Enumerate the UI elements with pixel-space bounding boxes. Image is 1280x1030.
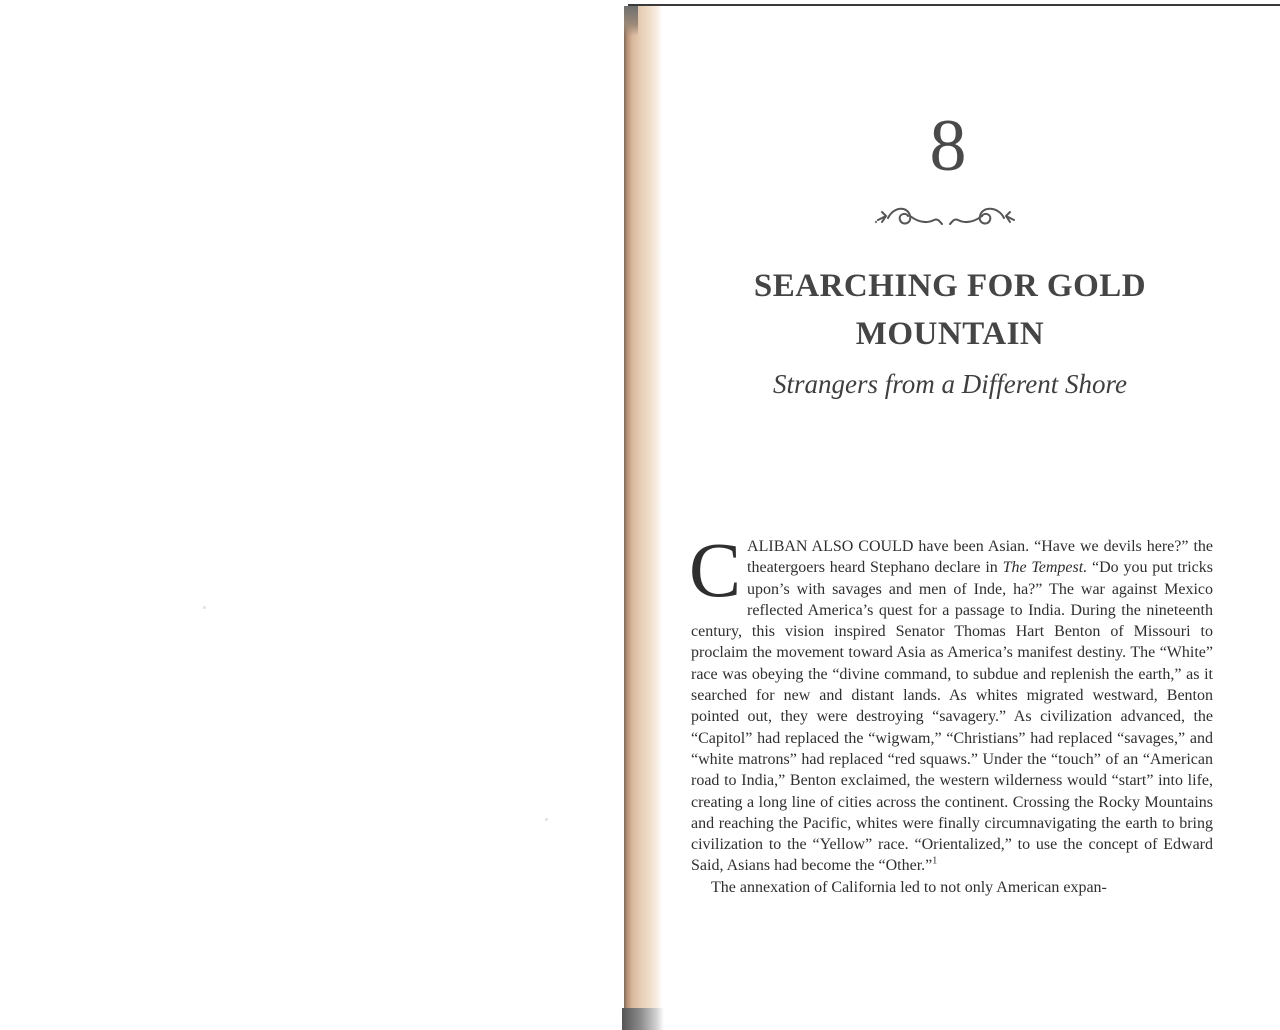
book-spine-shadow	[624, 6, 662, 1030]
chapter-title-line-1: SEARCHING FOR GOLD	[753, 268, 1147, 304]
page-top-edge	[628, 4, 1280, 6]
chapter-subtitle: Strangers from a Different Shore	[773, 369, 1127, 399]
footnote-marker: 1	[932, 856, 938, 868]
chapter-number: 8	[929, 105, 967, 187]
chapter-body	[689, 526, 1214, 898]
paragraph-1-italic-title: The Tempest.	[1002, 559, 1088, 577]
paper-speck	[203, 606, 206, 609]
chapter-title-line-2: MOUNTAIN	[855, 316, 1045, 352]
spine-edge-top	[624, 6, 638, 36]
paragraph-1-text-a: ALIBAN ALSO COULD have been Asian. “Have we devils here?” the theatergoers heard Stephano declare in	[747, 538, 1213, 577]
paragraph-2: The annexation of California led to not only American expan-	[711, 878, 1107, 896]
spine-edge-bottom	[622, 1008, 664, 1030]
flourish-ornament-icon	[872, 198, 1020, 238]
paragraph-1-text-b: “Do you put tricks upon’s with savages and men of Inde, ha?” The war against Mexico reflected America’s quest for a passage to India. During the nineteenth century, this vision inspired Senator Thomas Hart Benton of Missouri to proclaim the movement toward Asia as America’s manifest destiny. The “White” race was obeying the “divine command, to subdue and replenish the earth,” as it searched for new and distant lands. As whites migrated westward, Benton pointed out, they were destroying “savagery.” As civilization advanced, the “Capitol” had replaced the “wigwam,” “Christians” had replaced “savages,” and “white matrons” had replaced “red squaws.” Under the “touch” of an “American road to India,” Benton exclaimed, the western wilderness would “start” into life, creating a long line of cities across the continent. Crossing the Rocky Mountains and reaching the Pacific, whites were finally circumnavigating the earth to bring civilization to the “Yellow” race. “Orientalized,” to use the concept of Edward Said, Asians had become the “Other.”	[691, 559, 1214, 875]
paragraph-1	[689, 526, 1214, 877]
chapter-title	[690, 262, 1210, 358]
drop-cap: C	[689, 526, 742, 613]
paper-speck	[545, 818, 548, 821]
left-page-blank	[0, 0, 625, 1030]
